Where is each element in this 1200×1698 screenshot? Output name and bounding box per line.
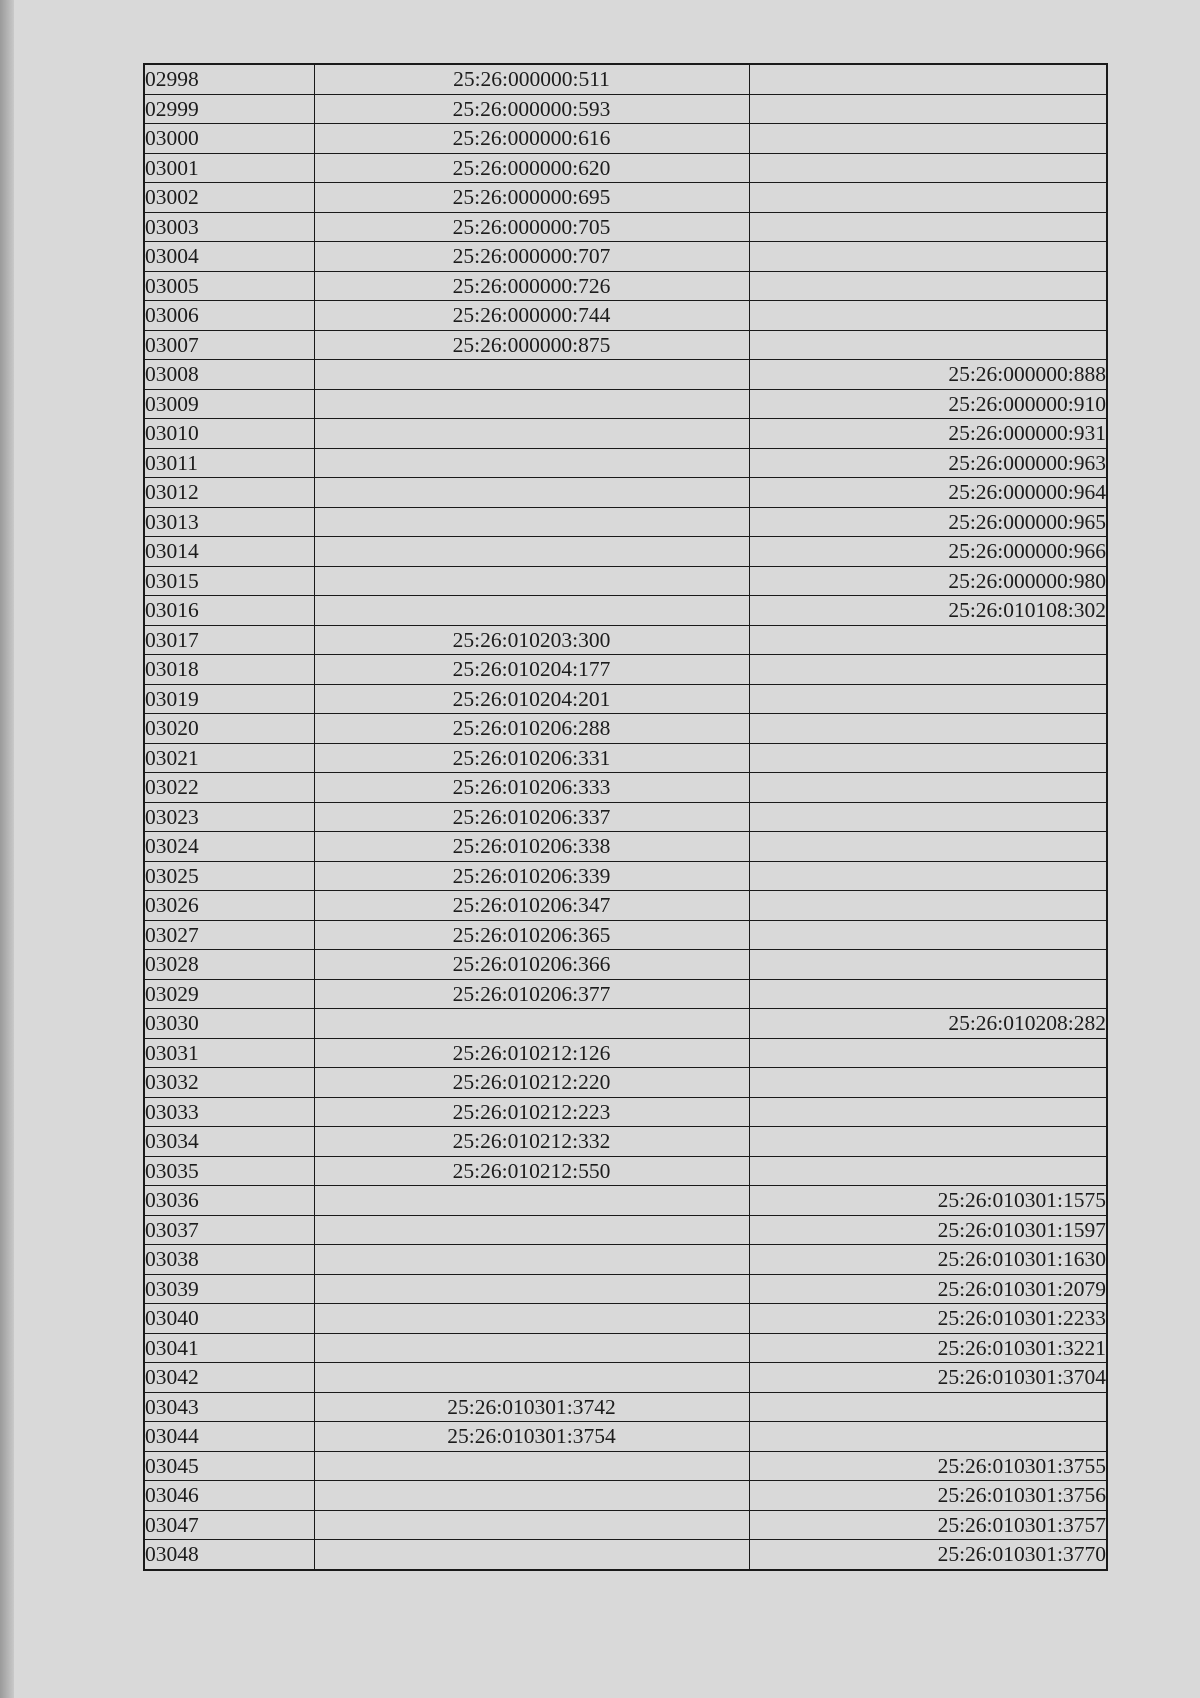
cadastral-number-cell-b bbox=[749, 950, 1107, 980]
table-row bbox=[144, 714, 1107, 744]
cadastral-number-cell-a: 25:26:010206:339 bbox=[314, 861, 749, 891]
cadastral-number-cell-a bbox=[314, 1245, 749, 1275]
row-number-cell: 03003 bbox=[144, 212, 314, 242]
cadastral-number-cell-b: 25:26:000000:888 bbox=[749, 360, 1107, 390]
row-number-cell: 03044 bbox=[144, 1422, 314, 1452]
cadastral-number-cell-a bbox=[314, 1215, 749, 1245]
row-number-cell: 03047 bbox=[144, 1510, 314, 1540]
cadastral-number-cell-a bbox=[314, 507, 749, 537]
table-row bbox=[144, 212, 1107, 242]
cadastral-number-cell-b bbox=[749, 832, 1107, 862]
table-row bbox=[144, 1540, 1107, 1570]
cadastral-number-cell-b: 25:26:010301:3757 bbox=[749, 1510, 1107, 1540]
row-number-cell: 03016 bbox=[144, 596, 314, 626]
cadastral-number-cell-a: 25:26:010212:126 bbox=[314, 1038, 749, 1068]
row-number-cell: 03038 bbox=[144, 1245, 314, 1275]
row-number-cell: 03011 bbox=[144, 448, 314, 478]
row-number-cell: 03026 bbox=[144, 891, 314, 921]
cadastral-number-cell-b: 25:26:000000:966 bbox=[749, 537, 1107, 567]
table-row bbox=[144, 979, 1107, 1009]
cadastral-number-cell-a bbox=[314, 1186, 749, 1216]
cadastral-number-cell-b: 25:26:010301:3770 bbox=[749, 1540, 1107, 1570]
row-number-cell: 03035 bbox=[144, 1156, 314, 1186]
cadastral-number-cell-a: 25:26:010203:300 bbox=[314, 625, 749, 655]
row-number-cell: 03023 bbox=[144, 802, 314, 832]
table-row bbox=[144, 124, 1107, 154]
row-number-cell: 03015 bbox=[144, 566, 314, 596]
row-number-cell: 03010 bbox=[144, 419, 314, 449]
table-row bbox=[144, 1451, 1107, 1481]
cadastral-number-cell-b: 25:26:010301:3756 bbox=[749, 1481, 1107, 1511]
table-row bbox=[144, 1245, 1107, 1275]
table-row bbox=[144, 684, 1107, 714]
table-row bbox=[144, 802, 1107, 832]
cadastral-number-cell-b: 25:26:010301:3704 bbox=[749, 1363, 1107, 1393]
cadastral-number-cell-b bbox=[749, 64, 1107, 94]
cadastral-number-cell-a: 25:26:010206:333 bbox=[314, 773, 749, 803]
cadastral-number-cell-b bbox=[749, 242, 1107, 272]
cadastral-number-cell-a: 25:26:010206:377 bbox=[314, 979, 749, 1009]
cadastral-number-cell-b bbox=[749, 1422, 1107, 1452]
cadastral-number-cell-a: 25:26:000000:620 bbox=[314, 153, 749, 183]
table-row bbox=[144, 773, 1107, 803]
row-number-cell: 03030 bbox=[144, 1009, 314, 1039]
cadastral-number-cell-b bbox=[749, 655, 1107, 685]
cadastral-number-cell-a bbox=[314, 478, 749, 508]
row-number-cell: 03039 bbox=[144, 1274, 314, 1304]
row-number-cell: 03012 bbox=[144, 478, 314, 508]
table-row bbox=[144, 743, 1107, 773]
cadastral-number-cell-b bbox=[749, 1156, 1107, 1186]
cadastral-number-cell-b bbox=[749, 920, 1107, 950]
cadastral-number-cell-a: 25:26:010206:347 bbox=[314, 891, 749, 921]
row-number-cell: 03004 bbox=[144, 242, 314, 272]
row-number-cell: 03017 bbox=[144, 625, 314, 655]
table-row bbox=[144, 183, 1107, 213]
cadastral-number-cell-a bbox=[314, 448, 749, 478]
row-number-cell: 03027 bbox=[144, 920, 314, 950]
row-number-cell: 03014 bbox=[144, 537, 314, 567]
cadastral-number-cell-a bbox=[314, 419, 749, 449]
cadastral-number-cell-b: 25:26:000000:980 bbox=[749, 566, 1107, 596]
table-row bbox=[144, 1097, 1107, 1127]
table-row bbox=[144, 1510, 1107, 1540]
cadastral-number-cell-a: 25:26:010206:331 bbox=[314, 743, 749, 773]
row-number-cell: 03007 bbox=[144, 330, 314, 360]
cadastral-number-cell-b: 25:26:010301:1597 bbox=[749, 1215, 1107, 1245]
row-number-cell: 03042 bbox=[144, 1363, 314, 1393]
cadastral-number-cell-a: 25:26:000000:593 bbox=[314, 94, 749, 124]
table-row bbox=[144, 861, 1107, 891]
cadastral-number-cell-b: 25:26:000000:910 bbox=[749, 389, 1107, 419]
cadastral-number-cell-a: 25:26:010204:201 bbox=[314, 684, 749, 714]
cadastral-number-cell-b bbox=[749, 212, 1107, 242]
cadastral-number-cell-b: 25:26:010301:2233 bbox=[749, 1304, 1107, 1334]
cadastral-number-cell-b bbox=[749, 1038, 1107, 1068]
cadastral-number-cell-a bbox=[314, 537, 749, 567]
row-number-cell: 03031 bbox=[144, 1038, 314, 1068]
cadastral-number-cell-b: 25:26:010301:3221 bbox=[749, 1333, 1107, 1363]
cadastral-number-cell-b bbox=[749, 153, 1107, 183]
row-number-cell: 03024 bbox=[144, 832, 314, 862]
cadastral-number-cell-a: 25:26:010212:332 bbox=[314, 1127, 749, 1157]
cadastral-number-cell-b bbox=[749, 684, 1107, 714]
row-number-cell: 03013 bbox=[144, 507, 314, 537]
cadastral-number-cell-b: 25:26:000000:931 bbox=[749, 419, 1107, 449]
table-row bbox=[144, 950, 1107, 980]
table-row bbox=[144, 448, 1107, 478]
table-row bbox=[144, 1186, 1107, 1216]
table-row bbox=[144, 242, 1107, 272]
cadastral-number-cell-a: 25:26:010301:3742 bbox=[314, 1392, 749, 1422]
table-row bbox=[144, 507, 1107, 537]
table-row bbox=[144, 891, 1107, 921]
table-row bbox=[144, 1274, 1107, 1304]
row-number-cell: 03000 bbox=[144, 124, 314, 154]
cadastral-number-table bbox=[143, 63, 1108, 1571]
cadastral-number-cell-a: 25:26:010301:3754 bbox=[314, 1422, 749, 1452]
cadastral-number-cell-a bbox=[314, 1481, 749, 1511]
scan-edge bbox=[0, 0, 14, 1698]
table-row bbox=[144, 596, 1107, 626]
cadastral-number-cell-a: 25:26:010212:223 bbox=[314, 1097, 749, 1127]
cadastral-number-cell-a: 25:26:000000:744 bbox=[314, 301, 749, 331]
cadastral-number-cell-a bbox=[314, 596, 749, 626]
cadastral-number-cell-a bbox=[314, 360, 749, 390]
row-number-cell: 03045 bbox=[144, 1451, 314, 1481]
table-row bbox=[144, 389, 1107, 419]
cadastral-number-cell-a bbox=[314, 1510, 749, 1540]
table-row bbox=[144, 655, 1107, 685]
table-row bbox=[144, 271, 1107, 301]
table-row bbox=[144, 625, 1107, 655]
row-number-cell: 03029 bbox=[144, 979, 314, 1009]
cadastral-number-cell-a bbox=[314, 1333, 749, 1363]
table-row bbox=[144, 419, 1107, 449]
table-row bbox=[144, 301, 1107, 331]
cadastral-number-cell-a bbox=[314, 1009, 749, 1039]
row-number-cell: 03005 bbox=[144, 271, 314, 301]
table-row bbox=[144, 1009, 1107, 1039]
row-number-cell: 03008 bbox=[144, 360, 314, 390]
row-number-cell: 03025 bbox=[144, 861, 314, 891]
cadastral-number-cell-b bbox=[749, 124, 1107, 154]
cadastral-number-cell-b bbox=[749, 979, 1107, 1009]
cadastral-number-cell-b: 25:26:000000:964 bbox=[749, 478, 1107, 508]
cadastral-number-cell-a: 25:26:000000:616 bbox=[314, 124, 749, 154]
cadastral-number-cell-b bbox=[749, 1392, 1107, 1422]
cadastral-number-cell-a: 25:26:010206:366 bbox=[314, 950, 749, 980]
table-row bbox=[144, 1127, 1107, 1157]
row-number-cell: 03037 bbox=[144, 1215, 314, 1245]
row-number-cell: 03009 bbox=[144, 389, 314, 419]
cadastral-number-cell-b bbox=[749, 625, 1107, 655]
table-body bbox=[144, 64, 1107, 1570]
cadastral-number-cell-b bbox=[749, 802, 1107, 832]
cadastral-number-cell-b: 25:26:010301:3755 bbox=[749, 1451, 1107, 1481]
table-row bbox=[144, 1038, 1107, 1068]
row-number-cell: 03022 bbox=[144, 773, 314, 803]
cadastral-number-cell-b: 25:26:010301:2079 bbox=[749, 1274, 1107, 1304]
table-row bbox=[144, 64, 1107, 94]
row-number-cell: 03048 bbox=[144, 1540, 314, 1570]
cadastral-number-cell-a: 25:26:010212:550 bbox=[314, 1156, 749, 1186]
table-row bbox=[144, 1481, 1107, 1511]
cadastral-number-cell-a bbox=[314, 1363, 749, 1393]
table-row bbox=[144, 1215, 1107, 1245]
cadastral-number-cell-a: 25:26:010206:365 bbox=[314, 920, 749, 950]
row-number-cell: 03020 bbox=[144, 714, 314, 744]
table-row bbox=[144, 1068, 1107, 1098]
cadastral-number-cell-a: 25:26:000000:705 bbox=[314, 212, 749, 242]
cadastral-number-cell-b bbox=[749, 743, 1107, 773]
cadastral-number-cell-b: 25:26:000000:963 bbox=[749, 448, 1107, 478]
table-row bbox=[144, 1392, 1107, 1422]
table-row bbox=[144, 94, 1107, 124]
cadastral-number-cell-b: 25:26:000000:965 bbox=[749, 507, 1107, 537]
table-row bbox=[144, 478, 1107, 508]
table-row bbox=[144, 1156, 1107, 1186]
cadastral-number-cell-a: 25:26:010206:338 bbox=[314, 832, 749, 862]
table-row bbox=[144, 1422, 1107, 1452]
row-number-cell: 03046 bbox=[144, 1481, 314, 1511]
row-number-cell: 03034 bbox=[144, 1127, 314, 1157]
table-row bbox=[144, 832, 1107, 862]
cadastral-number-cell-a: 25:26:010206:288 bbox=[314, 714, 749, 744]
table-row bbox=[144, 566, 1107, 596]
row-number-cell: 03001 bbox=[144, 153, 314, 183]
row-number-cell: 02998 bbox=[144, 64, 314, 94]
cadastral-number-cell-a bbox=[314, 566, 749, 596]
cadastral-number-cell-b: 25:26:010301:1575 bbox=[749, 1186, 1107, 1216]
cadastral-number-cell-b bbox=[749, 891, 1107, 921]
row-number-cell: 03033 bbox=[144, 1097, 314, 1127]
row-number-cell: 03006 bbox=[144, 301, 314, 331]
row-number-cell: 03028 bbox=[144, 950, 314, 980]
cadastral-number-cell-a bbox=[314, 1451, 749, 1481]
cadastral-number-cell-a bbox=[314, 389, 749, 419]
row-number-cell: 03018 bbox=[144, 655, 314, 685]
cadastral-number-cell-b: 25:26:010208:282 bbox=[749, 1009, 1107, 1039]
cadastral-number-cell-b bbox=[749, 330, 1107, 360]
cadastral-number-cell-a: 25:26:000000:726 bbox=[314, 271, 749, 301]
cadastral-number-cell-a: 25:26:010212:220 bbox=[314, 1068, 749, 1098]
cadastral-number-cell-b bbox=[749, 183, 1107, 213]
cadastral-number-cell-a bbox=[314, 1274, 749, 1304]
cadastral-number-cell-a: 25:26:000000:511 bbox=[314, 64, 749, 94]
cadastral-number-cell-b: 25:26:010301:1630 bbox=[749, 1245, 1107, 1275]
cadastral-number-cell-b bbox=[749, 301, 1107, 331]
cadastral-number-cell-a: 25:26:000000:695 bbox=[314, 183, 749, 213]
table-row bbox=[144, 920, 1107, 950]
cadastral-number-cell-b bbox=[749, 714, 1107, 744]
cadastral-number-cell-b bbox=[749, 271, 1107, 301]
cadastral-number-cell-a: 25:26:000000:707 bbox=[314, 242, 749, 272]
row-number-cell: 03021 bbox=[144, 743, 314, 773]
cadastral-number-cell-b: 25:26:010108:302 bbox=[749, 596, 1107, 626]
row-number-cell: 02999 bbox=[144, 94, 314, 124]
cadastral-number-cell-b bbox=[749, 1068, 1107, 1098]
cadastral-number-cell-a: 25:26:010204:177 bbox=[314, 655, 749, 685]
row-number-cell: 03019 bbox=[144, 684, 314, 714]
table-row bbox=[144, 1304, 1107, 1334]
table-row bbox=[144, 153, 1107, 183]
table-row bbox=[144, 330, 1107, 360]
row-number-cell: 03032 bbox=[144, 1068, 314, 1098]
cadastral-number-cell-a bbox=[314, 1304, 749, 1334]
table-row bbox=[144, 1363, 1107, 1393]
cadastral-number-cell-a bbox=[314, 1540, 749, 1570]
cadastral-number-cell-b bbox=[749, 1097, 1107, 1127]
row-number-cell: 03040 bbox=[144, 1304, 314, 1334]
cadastral-number-cell-b bbox=[749, 861, 1107, 891]
table-row bbox=[144, 537, 1107, 567]
row-number-cell: 03041 bbox=[144, 1333, 314, 1363]
cadastral-number-cell-a: 25:26:010206:337 bbox=[314, 802, 749, 832]
row-number-cell: 03036 bbox=[144, 1186, 314, 1216]
cadastral-number-cell-a: 25:26:000000:875 bbox=[314, 330, 749, 360]
row-number-cell: 03043 bbox=[144, 1392, 314, 1422]
cadastral-number-cell-b bbox=[749, 1127, 1107, 1157]
cadastral-number-cell-b bbox=[749, 94, 1107, 124]
table-row bbox=[144, 1333, 1107, 1363]
cadastral-number-cell-b bbox=[749, 773, 1107, 803]
table-row bbox=[144, 360, 1107, 390]
row-number-cell: 03002 bbox=[144, 183, 314, 213]
